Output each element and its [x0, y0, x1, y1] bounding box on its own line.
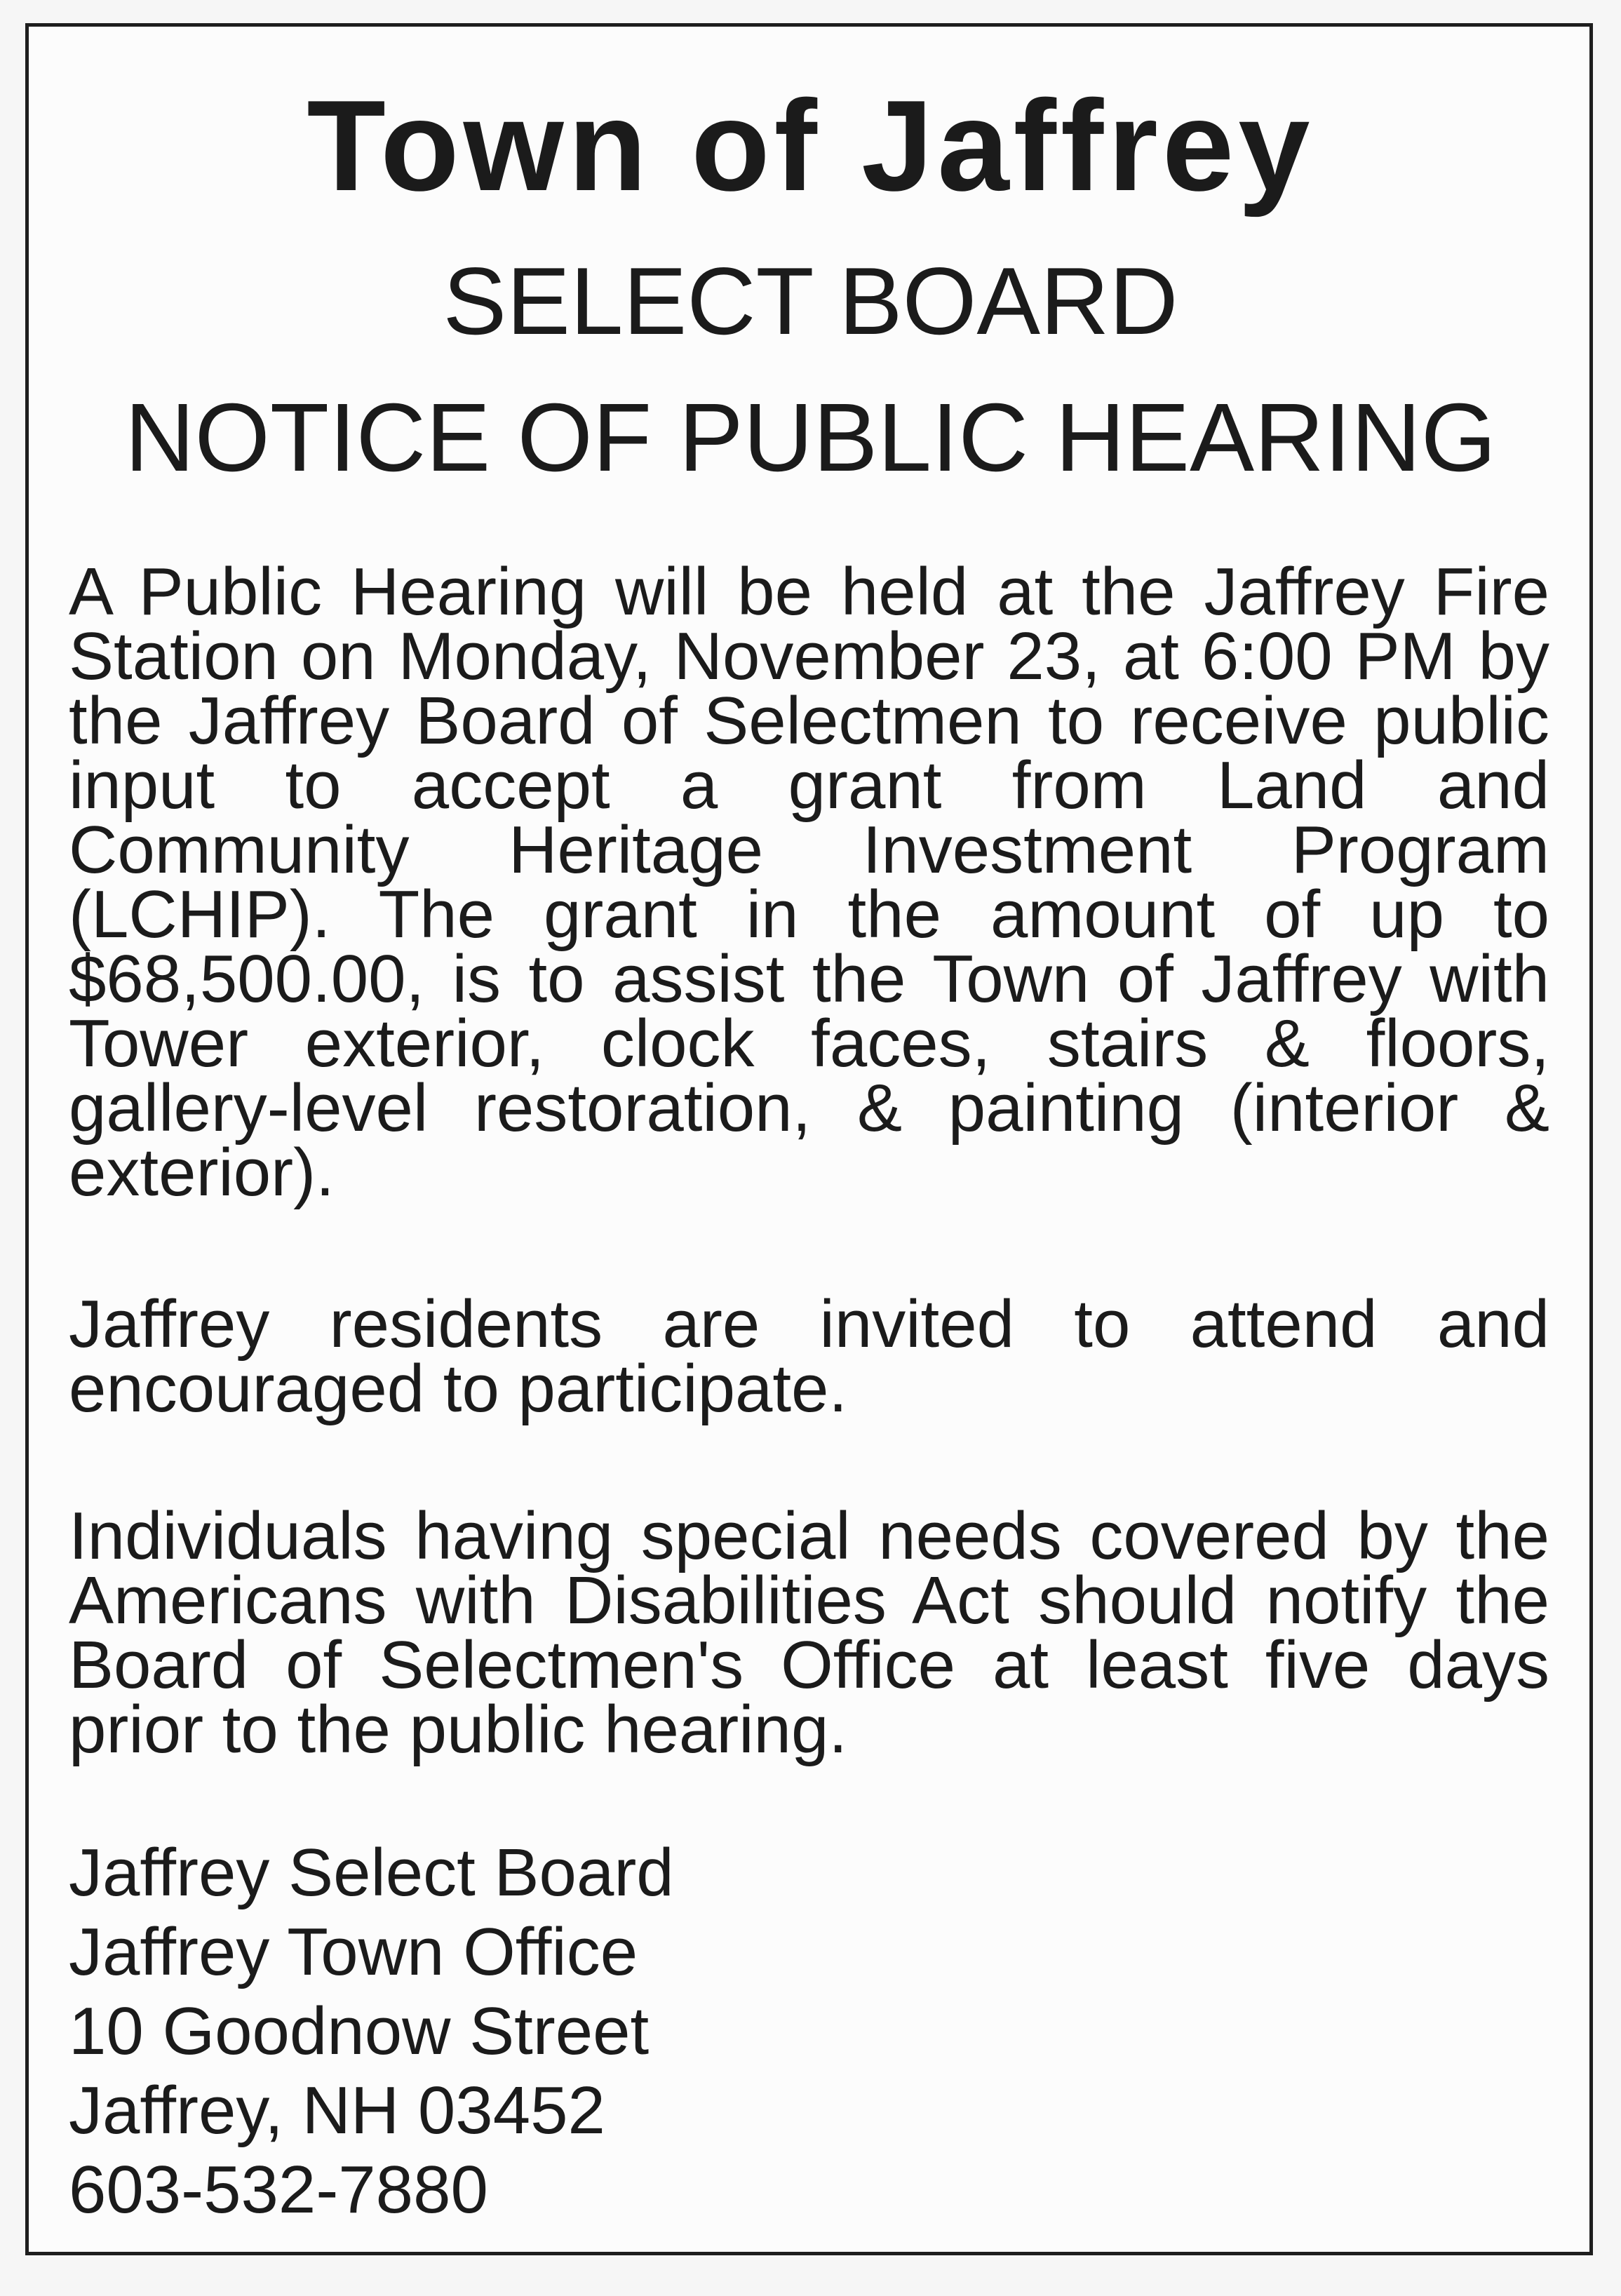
paragraph-line: $68,500.00, is to assist the Town of Jaffrey with [69, 941, 1549, 1016]
invitation-paragraph [69, 1287, 1549, 1426]
paragraph-line: exterior). [69, 1135, 335, 1210]
paragraph-line: the Jaffrey Board of Selectmen to receive public [69, 683, 1549, 758]
contact-board-name: Jaffrey Select Board [69, 1835, 674, 1910]
contact-phone: 603-532-7880 [69, 2152, 488, 2227]
paragraph-line: Individuals having special needs covered by the [69, 1498, 1549, 1573]
contact-block [69, 1833, 1549, 2229]
paragraph-line: Board of Selectmen's Office at least five days [69, 1627, 1549, 1703]
paragraph-line: input to accept a grant from Land and [69, 748, 1549, 823]
paragraph-line: prior to the public hearing. [69, 1692, 847, 1767]
paragraph-line: encouraged to participate. [69, 1351, 848, 1426]
paragraph-line: Americans with Disabilities Act should notify the [69, 1563, 1549, 1638]
paragraph-line: (LCHIP). The grant in the amount of up to [69, 877, 1549, 952]
contact-street: 10 Goodnow Street [69, 1994, 650, 2069]
contact-office: Jaffrey Town Office [69, 1914, 638, 1989]
hearing-details-paragraph [69, 554, 1549, 1210]
contact-city-state-zip: Jaffrey, NH 03452 [69, 2073, 605, 2148]
paragraph-line: Station on Monday, November 23, at 6:00 PM by [69, 619, 1549, 694]
paragraph-line: Tower exterior, clock faces, stairs & floors, [69, 1006, 1549, 1081]
paragraph-line: Jaffrey residents are invited to attend and [69, 1287, 1549, 1362]
notice-title-heading: NOTICE OF PUBLIC HEARING [124, 384, 1497, 492]
town-name-title: Town of Jaffrey [307, 73, 1314, 217]
board-name-heading: SELECT BOARD [443, 248, 1178, 354]
paragraph-line: Community Heritage Investment Program [69, 812, 1549, 887]
paragraph-line: A Public Hearing will be held at the Jaffrey Fire [69, 554, 1549, 629]
paragraph-line: gallery-level restoration, & painting (interior & [69, 1070, 1549, 1146]
ada-accommodation-paragraph [69, 1498, 1549, 1767]
